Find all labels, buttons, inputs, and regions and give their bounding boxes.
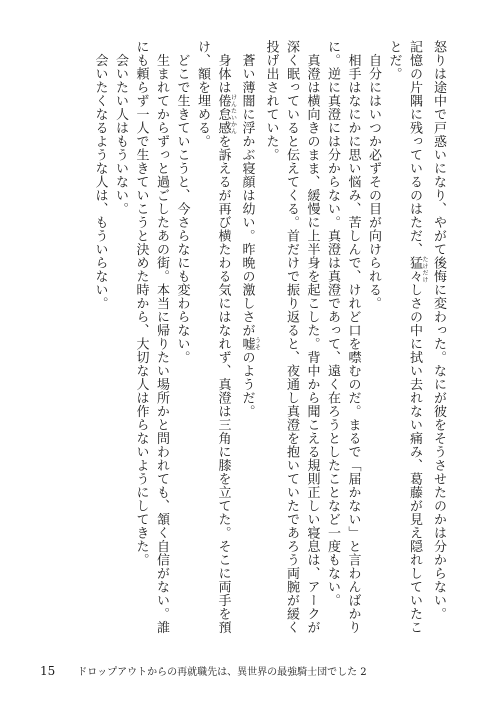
text-line: 自分にはいつか必ずその目が向けられる。: [366, 40, 381, 310]
text-line: 投げ出されていた。: [263, 40, 279, 162]
text-line: 会いたくなるような人は、もういらない。: [92, 40, 108, 310]
text-line: にも頼らず一人で生きていこうと決めた時から、大切な人は作らないようにしてきた。: [133, 40, 149, 567]
text-line: 生まれてからずっと過ごしたあの街。本当に帰りたい場所かと問われても、頷く自信がない。誰: [154, 40, 169, 634]
text-line: 怒りは途中で戸惑いになり、やがて後悔に変わった。なにが彼をそうさせたのかは分からない。: [431, 40, 446, 621]
page-footer: [40, 663, 367, 678]
text-line: どこで生きていこうと、今さらなにも変わらない。: [174, 40, 190, 364]
body-text: [89, 40, 448, 640]
text-line: 深く眠っていると伝えてくる。首だけで振り返ると、夜通し真澄を抱いていたであろう両腕が緩く: [284, 40, 299, 634]
text-line: 身体は倦怠感 けんたいかんを訴えるが再び横たわる気にはなれず、真澄は三角に膝を立てた。そこに両手を預: [215, 40, 237, 634]
text-line: 相手はなにかに思い悩み、苦しんで、けれど口を噤むのだ。まるで「届かない」と言わんばかり: [345, 40, 361, 634]
text-line: 真澄は横向きのまま、緩慢に上半身を起こした。背中から聞こえる規則正しい寝息は、アークが: [304, 40, 320, 634]
text-line: け、額を埋める。: [195, 40, 210, 148]
text-line: 会いたい人はもういない。: [113, 40, 128, 216]
running-title: ドロップアウトからの再就職先は、異世界の最強騎士団でした 2: [77, 667, 367, 678]
text-line: 蒼い薄闇に浮かぶ寝顔は幼い。昨晩の激しさが嘘 うそのようだ。: [239, 40, 261, 418]
text-line: 記憶の片隅に残っているのはただ、猛々 たけだけしさの中に拭い去れない痛み、葛藤が見え隠れしていたこ: [407, 40, 428, 634]
page-number: 15: [40, 664, 56, 678]
text-line: に。逆に真澄には分からない。真澄は真澄であって、遠く在ろうとしたことなど一度もない。: [325, 40, 340, 607]
text-line: とだ。: [386, 40, 402, 81]
